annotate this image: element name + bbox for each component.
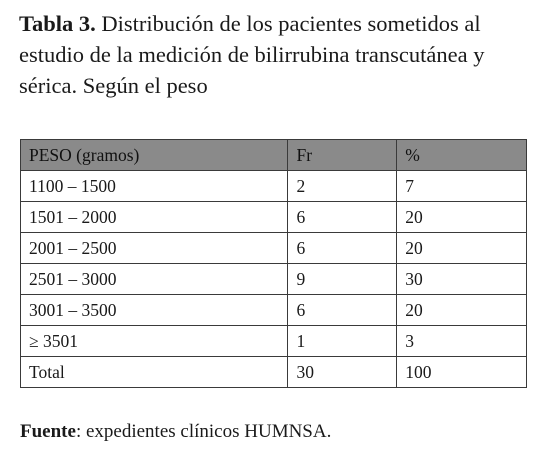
column-header-fr: Fr <box>288 140 397 171</box>
cell-percent: 20 <box>397 233 527 264</box>
cell-peso: ≥ 3501 <box>21 326 288 357</box>
cell-peso: 3001 – 3500 <box>21 295 288 326</box>
table-body <box>21 171 527 388</box>
source-text: : expedientes clínicos HUMNSA. <box>75 421 332 442</box>
column-header-percent: % <box>397 140 527 171</box>
column-header-peso: PESO (gramos) <box>21 140 288 171</box>
cell-percent: 3 <box>397 326 527 357</box>
table-caption <box>19 8 531 101</box>
cell-peso: 2001 – 2500 <box>21 233 288 264</box>
cell-peso: 2501 – 3000 <box>21 264 288 295</box>
cell-percent: 20 <box>397 202 527 233</box>
cell-fr: 1 <box>288 326 397 357</box>
caption-text: Distribución de los pacientes sometidos al estudio de la medición de bilirrubina transcutánea y sérica. Según el peso <box>19 11 485 98</box>
caption-label: Tabla 3. <box>19 11 96 36</box>
source-note <box>20 421 331 443</box>
table-header <box>21 140 527 171</box>
cell-peso: 1501 – 2000 <box>21 202 288 233</box>
cell-percent: 7 <box>397 171 527 202</box>
cell-peso: Total <box>21 357 288 388</box>
cell-percent: 20 <box>397 295 527 326</box>
table-row <box>21 202 527 233</box>
cell-fr: 2 <box>288 171 397 202</box>
cell-fr: 6 <box>288 233 397 264</box>
cell-percent: 30 <box>397 264 527 295</box>
cell-peso: 1100 – 1500 <box>21 171 288 202</box>
cell-percent: 100 <box>397 357 527 388</box>
cell-fr: 6 <box>288 202 397 233</box>
source-label: Fuente <box>20 421 76 442</box>
cell-fr: 6 <box>288 295 397 326</box>
table-row <box>21 326 527 357</box>
cell-fr: 30 <box>288 357 397 388</box>
table-row <box>21 233 527 264</box>
header-row <box>21 140 527 171</box>
weight-distribution-table <box>20 139 527 388</box>
cell-fr: 9 <box>288 264 397 295</box>
table-row <box>21 171 527 202</box>
table-row-total <box>21 357 527 388</box>
table-row <box>21 295 527 326</box>
table-row <box>21 264 527 295</box>
